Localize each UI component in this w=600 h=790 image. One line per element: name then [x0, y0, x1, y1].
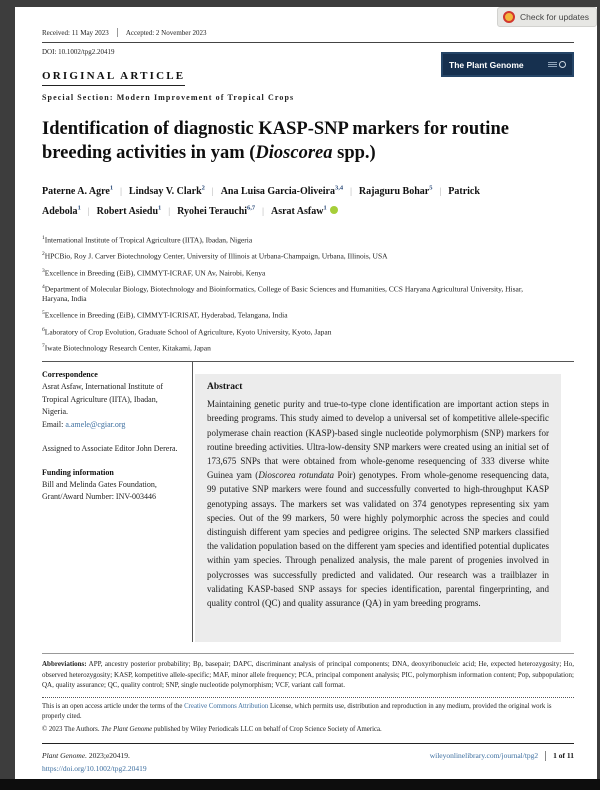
- affiliation: $^6$Laboratory of Crop Evolution, Graduate School of Agriculture, Kyoto University, Kyoto, Japan: [42, 326, 332, 337]
- creative-commons-link[interactable]: Creative Commons Attribution: [184, 702, 269, 710]
- abbreviations-text: APP, ancestry posterior probability; Bp, basepair; DAPC, discriminant analysis of principal components; DNA, deoxyribonucleic acid; He, expected heterozygosity; Ho, observed heterozygosity; KASP, kompetitive allele-specific; MAF, minor allele frequency; PCA, principal component analysis; PIC, polymorphism information content; Pop, subpopulation; QA, quality assurance; QC, quality control; SNP, single nucleotide polymorphism; VCF, variant call format.: [42, 660, 574, 690]
- funding-body: Bill and Melinda Gates Foundation, Grant/Award Number: INV-003446: [42, 479, 157, 502]
- abbreviations-section: [42, 653, 574, 691]
- author: Patrick Adebola$^1$: [42, 186, 480, 217]
- crop-science-society-logo-icon: [548, 61, 566, 68]
- author-separator: |: [439, 186, 442, 197]
- affiliation: $^3$Excellence in Breeding (EiB), CIMMYT-ICRAF, UN Av, Nairobi, Kenya: [42, 267, 266, 278]
- received-date: Received: 11 May 2023: [42, 28, 109, 37]
- affiliation: $^7$Iwate Biotechnology Research Center, Kitakami, Japan: [42, 343, 211, 353]
- doi-line: DOI: 10.1002/tpg2.20419: [42, 48, 115, 56]
- correspondence-body: Asrat Asfaw, International Institute of Tropical Agriculture (IITA), Ibadan, Nigeria. Email: a.amele@cgiar.org: [42, 382, 164, 429]
- affiliation-list: [42, 234, 574, 354]
- author: Lindsay V. Clark$^2$: [128, 185, 205, 198]
- author: Ana Luisa Garcia-Oliveira$^{3,4}$: [220, 185, 344, 198]
- email-label: Email:: [42, 419, 66, 429]
- author-separator: |: [168, 205, 171, 216]
- page-footer: [42, 743, 574, 773]
- affiliation: $^2$HPCBio, Roy J. Carver Biotechnology Center, University of Illinois at Urbana-Champaign, Urbana, Illinois, USA: [42, 251, 388, 261]
- affiliation: $^4$Department of Molecular Biology, Biotechnology and Bioinformatics, College of Basic Sciences and Humanities, CCS Haryana Agricultural University, Hisar, Haryana, India: [42, 284, 523, 304]
- author-separator: |: [262, 205, 264, 216]
- received-accepted-row: [42, 28, 574, 43]
- author-separator: |: [350, 186, 352, 197]
- divider: [117, 28, 118, 37]
- paper-page: [15, 7, 597, 779]
- author: Robert Asiedu$^1$: [96, 204, 162, 217]
- abbreviations-label: Abbreviations:: [42, 660, 87, 669]
- check-for-updates-label: Check for updates: [520, 12, 589, 22]
- author: Rajaguru Bohar$^5$: [358, 185, 433, 198]
- author-separator: |: [87, 205, 90, 216]
- copyright-line: © 2023 The Authors. The Plant Genome published by Wiley Periodicals LLC on behalf of Crop Science Society of America.: [42, 725, 382, 733]
- abstract-heading: Abstract: [207, 382, 243, 393]
- affiliation: $^5$Excellence in Breeding (EiB), CIMMYT-ICRISAT, Hyderabad, Telangana, India: [42, 310, 288, 320]
- author-list: [42, 181, 562, 220]
- author-separator: |: [120, 186, 122, 197]
- article-title: Identification of diagnostic KASP-SNP markers for routine breeding activities in yam (Dioscorea spp.): [42, 119, 509, 163]
- affiliation: $^1$International Institute of Tropical Agriculture (IITA), Ibadan, Nigeria: [42, 234, 253, 245]
- page-number: 1 of 11: [553, 751, 574, 761]
- abstract-section: [195, 374, 561, 642]
- divider: [545, 751, 546, 761]
- special-section-label: Special Section: Modern Improvement of Tropical Crops: [42, 93, 295, 102]
- open-access-notice: This is an open access article under the terms of the Creative Commons Attribution License, which permits use, distribution and reproduction in any medium, provided the original work is properly cited. © 2023 The Authors. The Plant Genome published by Wiley Periodicals LLC on behalf of Crop Science Society of America.: [42, 697, 574, 735]
- author: Ryohei Terauchi$^{6,7}$: [177, 204, 256, 217]
- article-type-label: ORIGINAL ARTICLE: [42, 70, 185, 86]
- orcid-icon[interactable]: [330, 206, 338, 214]
- author: Asrat Asfaw$^1$: [271, 206, 338, 217]
- citation-journal: Plant Genome.: [42, 750, 87, 760]
- journal-website-link[interactable]: wileyonlinelibrary.com/journal/tpg2: [429, 751, 539, 761]
- author: Paterne A. Agre$^1$: [42, 185, 114, 198]
- doi-link[interactable]: https://doi.org/10.1002/tpg2.20419: [42, 763, 147, 773]
- email-link[interactable]: a.amele@cgiar.org: [65, 419, 126, 429]
- funding-heading: Funding information: [42, 467, 114, 477]
- accepted-date: Accepted: 2 November 2023: [125, 28, 207, 37]
- left-sidebar: [42, 362, 193, 642]
- editor-note: Assigned to Associate Editor John Derera.: [42, 444, 178, 454]
- viewer-bottom-bar: [0, 779, 600, 790]
- abstract-text: Maintaining genetic purity and true-to-type clone identification are important action steps in breeding programs. This study aimed to develop a universal set of kompetitive allele-specific polymerase chain reaction (KASP)-based single nucleotide polymorphism (SNP) markers for routine breeding activities. Ultra-low-density SNP markers were created using an initial set of 173,675 SNPs that were obtained from whole-genome resequencing of 333 diverse white Guinea yam (Dioscorea rotundata Poir) genotypes. From whole-genome resequencing data, 99 putative SNP markers were found and successfully converted to high-throughput KASP genotyping assays. The markers set was validated on 374 genotypes representing six yam species. Out of the 99 markers, 50 were highly polymorphic across the species and could distinguish different yam species and pedigree origins. The selected SNP markers classified the validation population based on the different yam species and identified potential duplicates within yam species. Through penalized analysis, the male parent of progenies involved in polycrosses was successfully predicted and validated. Our research was a trailblazer in validating KASP-based SNP assays for species identification, parental fingerprinting, and quality control (QC) and quality assurance (QA) in yam breeding programs.: [207, 399, 549, 608]
- journal-name: The Plant Genome: [449, 59, 524, 70]
- citation-block: Plant Genome. 2023;e20419. https://doi.org/10.1002/tpg2.20419: [42, 750, 147, 773]
- correspondence-heading: Correspondence: [42, 370, 98, 380]
- journal-badge[interactable]: [441, 52, 574, 77]
- author-separator: |: [211, 186, 214, 197]
